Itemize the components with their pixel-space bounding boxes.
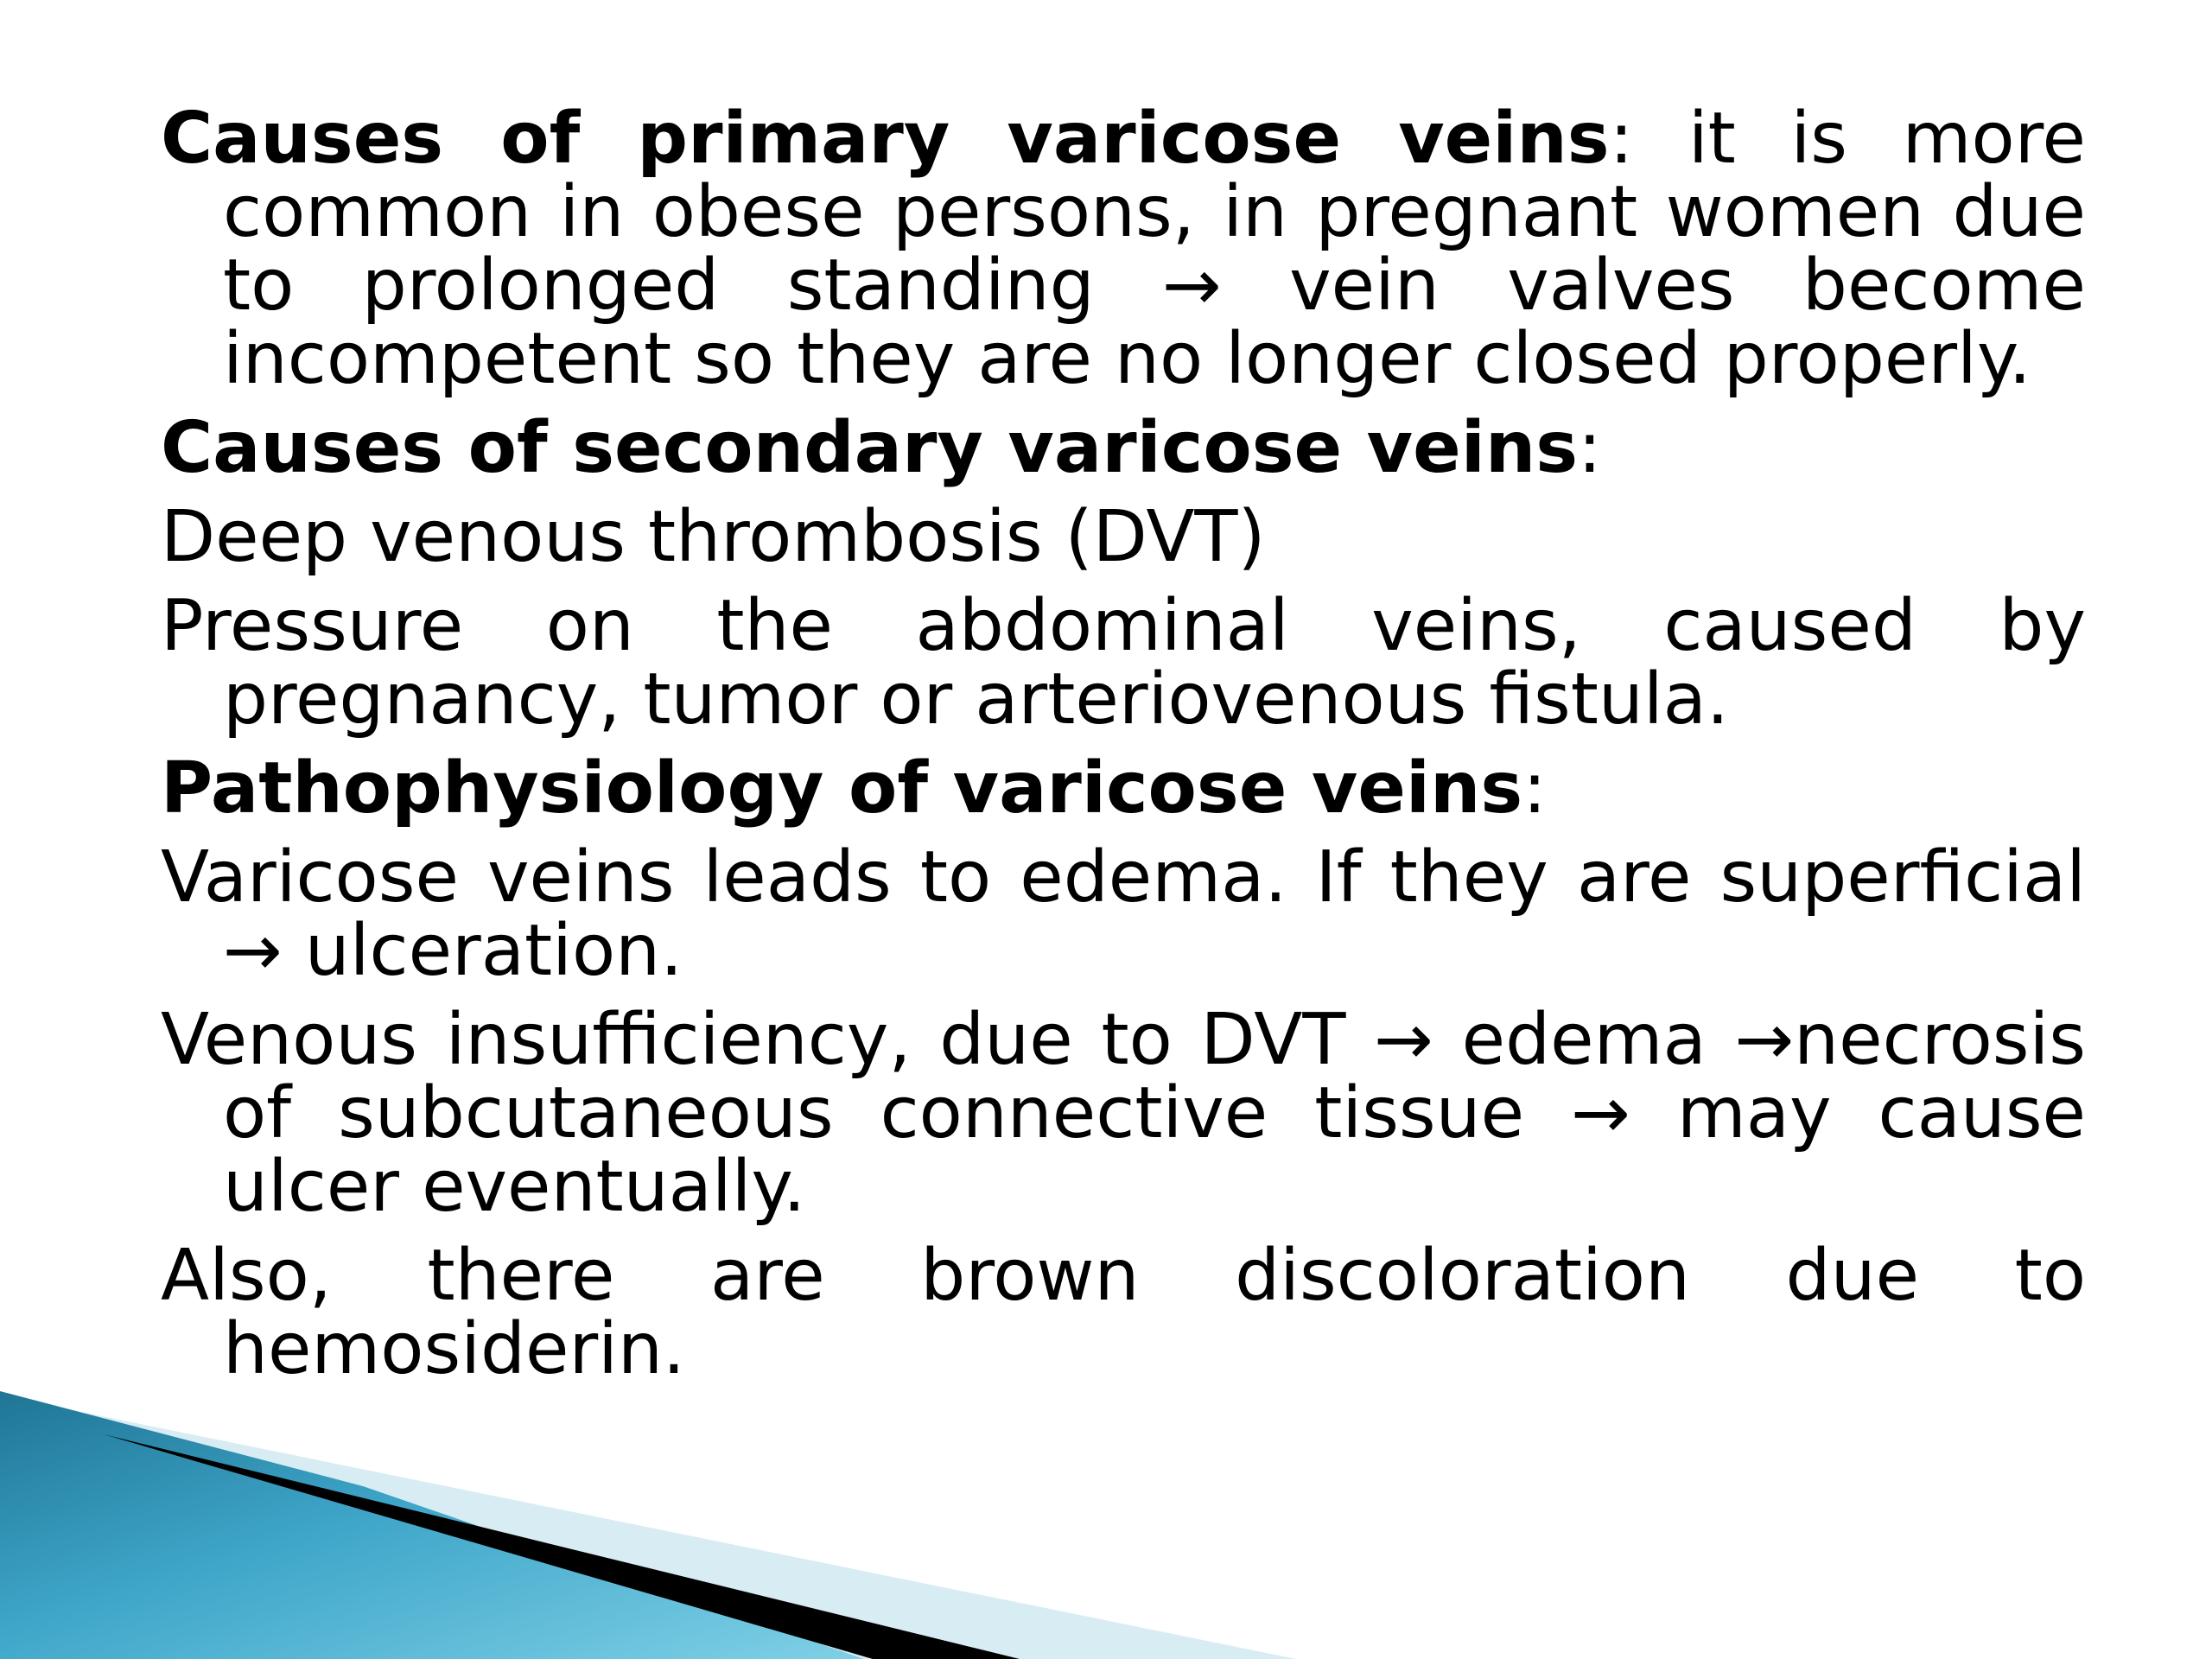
paragraph-pressure bbox=[161, 585, 2086, 741]
paragraph-text: Varicose veins leads to edema. If they are superficial → ulceration. bbox=[161, 836, 2086, 992]
paragraph-text: Also, there are brown discoloration due to hemosiderin. bbox=[161, 1235, 2086, 1390]
heading-secondary-causes: Causes of secondary varicose veins bbox=[161, 407, 1579, 489]
paragraph-text: Venous insufficiency, due to DVT → edema →necrosis of subcutaneous connective tissue → may cause ulcer eventually. bbox=[161, 999, 2086, 1228]
colon: : bbox=[1609, 98, 1634, 180]
paragraph-discoloration bbox=[161, 1235, 2086, 1390]
decorative-pale-band bbox=[0, 1395, 1296, 1659]
paragraph-dvt bbox=[161, 496, 2086, 578]
paragraph-text: Deep venous thrombosis (DVT) bbox=[161, 496, 1266, 578]
paragraph-edema bbox=[161, 836, 2086, 992]
slide-body bbox=[161, 98, 2086, 1402]
paragraph-patho-heading bbox=[161, 747, 2086, 830]
heading-pathophysiology: Pathophysiology of varicose veins bbox=[161, 747, 1523, 830]
decorative-blue-wedge bbox=[0, 1391, 864, 1659]
paragraph-secondary-heading bbox=[161, 407, 2086, 489]
paragraph-text: Pressure on the abdominal veins, caused by pregnancy, tumor or arteriovenous fistula. bbox=[161, 585, 2086, 741]
colon: : bbox=[1522, 747, 1547, 830]
paragraph-insufficiency bbox=[161, 999, 2086, 1228]
decorative-dark-stripe bbox=[104, 1434, 1020, 1659]
heading-primary-causes: Causes of primary varicose veins bbox=[161, 98, 1610, 180]
paragraph-text: it is more common in obese persons, in pregnant women due to prolonged standing → vein valves become incompetent so they are no longer closed properly. bbox=[223, 98, 2086, 400]
colon: : bbox=[1578, 407, 1602, 489]
paragraph-primary-causes bbox=[161, 98, 2086, 400]
